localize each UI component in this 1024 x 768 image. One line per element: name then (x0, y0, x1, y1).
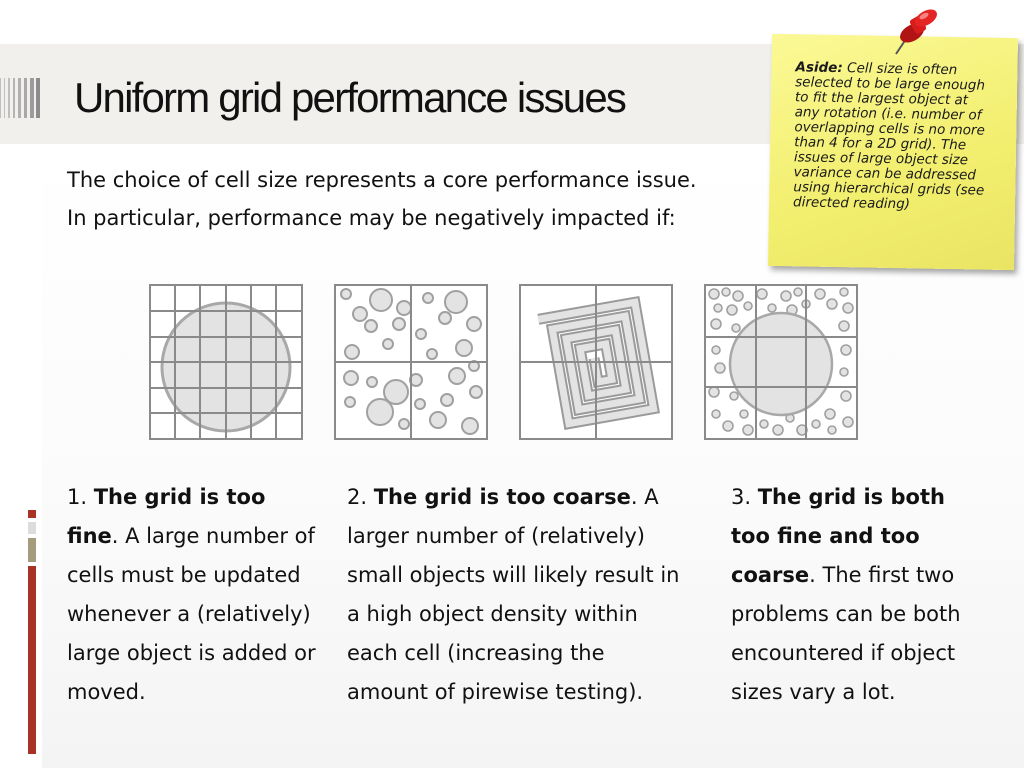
aside-sticky-note (768, 34, 1018, 270)
issue-number: 3. (731, 485, 758, 509)
aside-body: Cell size is often selected to be large enough to fit the largest object at any rotation (i.e. number of overlapping cells is no more than 4 for a 2D grid). The issues of large object size variance can be addressed using hierarchical grids (see directed reading) (792, 60, 986, 213)
aside-label: Aside: (795, 59, 843, 77)
push-pin-icon (882, 6, 942, 62)
rotated-object-grid-diagram (519, 284, 673, 440)
issue-heading: The grid is too coarse (373, 485, 631, 509)
issue-heading: The grid is both too fine and too coarse (731, 485, 945, 587)
issue-fine-grid (67, 478, 322, 712)
issue-number: 1. (67, 485, 94, 509)
mixed-size-grid-diagram (704, 284, 858, 440)
header-stripes-decoration (0, 78, 40, 118)
accent-bar-tan (28, 538, 36, 562)
issue-fine-and-coarse-grid (731, 478, 986, 712)
accent-bar-grey (28, 522, 36, 534)
issue-body: . The first two problems can be both encountered if object sizes vary a lot. (731, 563, 961, 704)
intro-line: The choice of cell size represents a core performance issue. (67, 168, 697, 192)
accent-bar-red (28, 566, 36, 754)
coarse-grid-diagram (334, 284, 488, 440)
issue-body: . A large number of cells must be updated whenever a (relatively) large object is added or moved. (67, 524, 316, 704)
accent-bar-red-top (28, 510, 36, 518)
intro-text (67, 161, 767, 237)
issue-number: 2. (347, 485, 374, 509)
fine-grid-diagram (149, 284, 303, 440)
issue-body: . A larger number of (relatively) small objects will likely result in a high object density within each cell (increasing the amount of pirewise testing). (347, 485, 680, 704)
issue-coarse-grid (347, 478, 692, 712)
page-title: Uniform grid performance issues (74, 74, 626, 121)
aside-text (793, 60, 996, 213)
intro-line: In particular, performance may be negatively impacted if: (67, 206, 676, 230)
issue-heading: The grid is too fine (67, 485, 266, 548)
